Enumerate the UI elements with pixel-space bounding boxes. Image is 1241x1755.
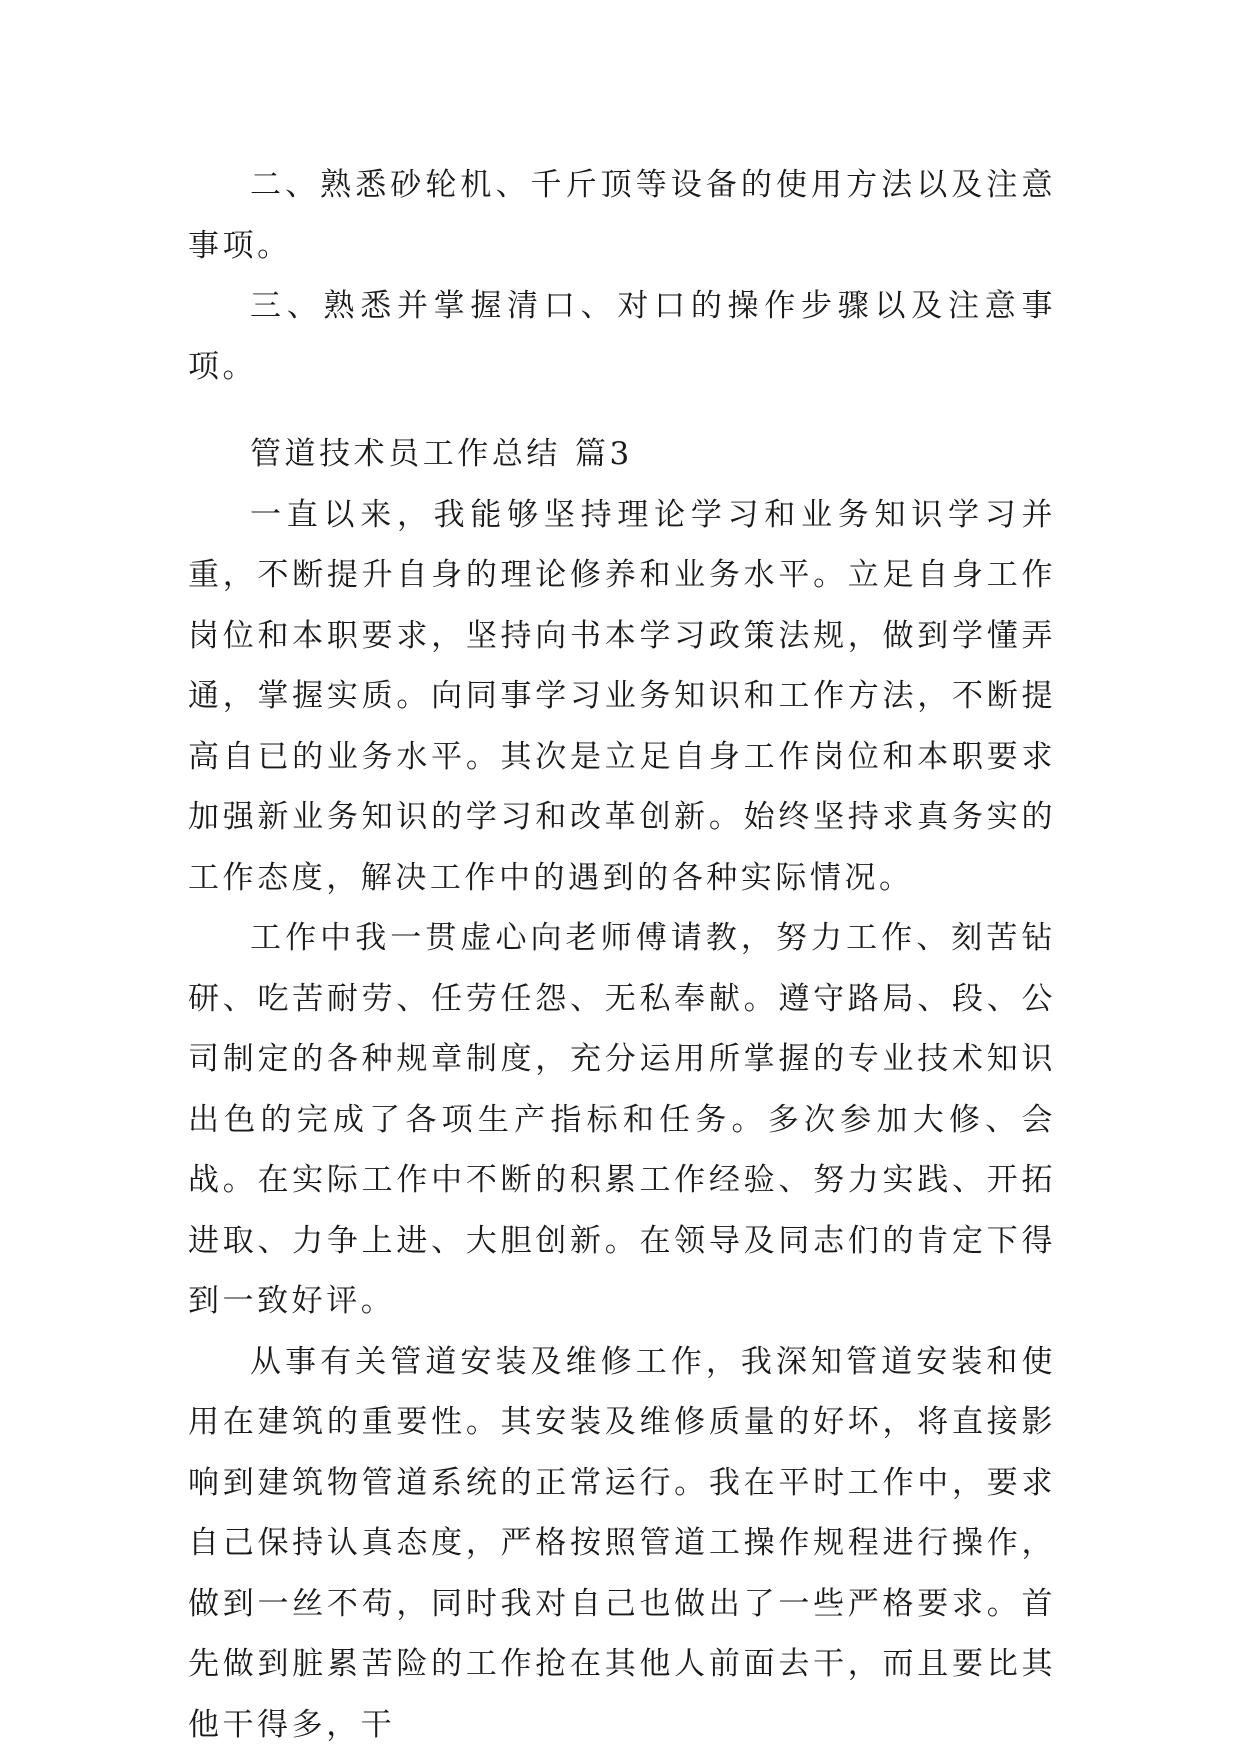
section-spacer xyxy=(188,397,1056,424)
paragraph-body-1: 一直以来，我能够坚持理论学习和业务知识学习并重，不断提升自身的理论修养和业务水平。立足自身工作岗位和本职要求，坚持向书本学习政策法规，做到学懂弄通，掌握实质。向同事学习业务知识和工作方法，不断提高自已的业务水平。其次是立足自身工作岗位和本职要求加强新业务知识的学习和改革创新。始终坚持求真务实的工作态度，解决工作中的遇到的各种实际情况。 xyxy=(188,485,1056,909)
paragraph-body-3: 从事有关管道安装及维修工作，我深知管道安装和使用在建筑的重要性。其安装及维修质量的好坏，将直接影响到建筑物管道系统的正常运行。我在平时工作中，要求自己保持认真态度，严格按照管道工操作规程进行操作，做到一丝不苟，同时我对自己也做出了一些严格要求。首先做到脏累苦险的工作抢在其他人前面去干，而且要比其他干得多，干 xyxy=(188,1332,1056,1755)
section-heading xyxy=(188,424,1056,485)
document-body xyxy=(188,155,1056,1755)
paragraph-body-2: 工作中我一贯虚心向老师傅请教，努力工作、刻苦钻研、吃苦耐劳、任劳任怨、无私奉献。遵守路局、段、公司制定的各种规章制度，充分运用所掌握的专业技术知识出色的完成了各项生产指标和任务。多次参加大修、会战。在实际工作中不断的积累工作经验、努力实践、开拓进取、力争上进、大胆创新。在领导及同志们的肯定下得到一致好评。 xyxy=(188,908,1056,1332)
paragraph-item-2: 二、熟悉砂轮机、千斤顶等设备的使用方法以及注意事项。 xyxy=(188,155,1056,276)
section-number: 篇3 xyxy=(575,436,633,472)
paragraph-item-3: 三、熟悉并掌握清口、对口的操作步骤以及注意事项。 xyxy=(188,276,1056,397)
section-title: 管道技术员工作总结 xyxy=(250,436,561,472)
